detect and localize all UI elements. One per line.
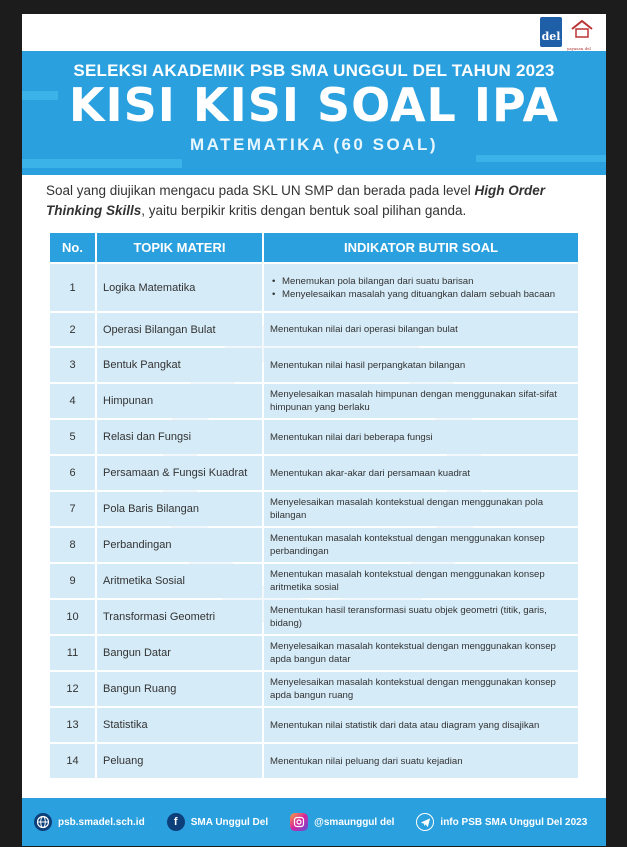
row-indikator: Menentukan nilai peluang dari suatu kejadian <box>264 744 578 778</box>
footer <box>22 798 606 846</box>
logo-area <box>540 17 600 53</box>
del-logo-text: del <box>541 30 561 43</box>
row-no: 8 <box>50 528 95 562</box>
instagram-link[interactable]: @smaunggul del <box>314 816 395 828</box>
table-row <box>50 384 578 418</box>
facebook-link[interactable]: SMA Unggul Del <box>190 816 269 828</box>
footer-facebook[interactable] <box>167 813 268 831</box>
row-no: 9 <box>50 564 95 598</box>
telegram-link[interactable]: info PSB SMA Unggul Del 2023 <box>440 816 588 828</box>
table-row <box>50 420 578 454</box>
footer-instagram[interactable] <box>290 813 394 831</box>
website-link[interactable]: psb.smadel.sch.id <box>58 816 145 828</box>
del-logo <box>540 17 562 47</box>
table-row <box>50 744 578 778</box>
row-no: 2 <box>50 313 95 346</box>
table-row <box>50 672 578 706</box>
row-no: 6 <box>50 456 95 490</box>
house-icon <box>570 19 594 39</box>
row-topik: Logika Matematika <box>97 264 262 311</box>
table-row <box>50 313 578 346</box>
table-row <box>50 528 578 562</box>
row-topik: Bangun Ruang <box>97 672 262 706</box>
table-row <box>50 636 578 670</box>
yayasan-del-logo <box>566 17 600 51</box>
row-indikator: Menyelesaikan masalah kontekstual dengan menggunakan konsep apda bangun datar <box>264 636 578 670</box>
row-indikator: Menyelesaikan masalah kontekstual dengan menggunakan konsep apda bangun ruang <box>264 672 578 706</box>
row-indikator: Menentukan masalah kontekstual dengan menggunakan konsep aritmetika sosial <box>264 564 578 598</box>
intro-emphasis: High Order Thinking Skills <box>46 183 546 218</box>
row-no: 10 <box>50 600 95 634</box>
table-row <box>50 492 578 526</box>
footer-website[interactable] <box>34 813 145 831</box>
decor-stripe <box>476 155 606 162</box>
row-indikator: Menyelesaikan masalah himpunan dengan menggunakan sifat-sifat himpunan yang berlaku <box>264 384 578 418</box>
telegram-icon <box>416 813 434 831</box>
row-indikator: Menentukan hasil teransformasi suatu objek geometri (titik, garis, bidang) <box>264 600 578 634</box>
table-row <box>50 348 578 382</box>
row-no: 14 <box>50 744 95 778</box>
row-indikator: Menentukan masalah kontekstual dengan menggunakan konsep perbandingan <box>264 528 578 562</box>
table-header-row <box>50 233 578 262</box>
header-subtitle: SELEKSI AKADEMIK PSB SMA UNGGUL DEL TAHUN 2023 <box>73 61 555 80</box>
intro-paragraph <box>46 181 586 221</box>
footer-telegram[interactable] <box>416 813 587 831</box>
row-indikator: Menyelesaikan masalah kontekstual dengan menggunakan pola bilangan <box>264 492 578 526</box>
facebook-icon: f <box>167 813 185 831</box>
table-row <box>50 264 578 311</box>
row-topik: Aritmetika Sosial <box>97 564 262 598</box>
subject-label: MATEMATIKA (60 SOAL) <box>189 135 438 154</box>
row-topik: Operasi Bilangan Bulat <box>97 313 262 346</box>
instagram-icon <box>290 813 308 831</box>
intro-text-end: , yaitu berpikir kritis dengan bentuk soal pilihan ganda. <box>141 203 467 218</box>
row-indikator: Menentukan akar-akar dari persamaan kuadrat <box>264 456 578 490</box>
header-indikator: INDIKATOR BUTIR SOAL <box>264 233 578 262</box>
globe-icon <box>34 813 52 831</box>
row-no: 11 <box>50 636 95 670</box>
poster <box>22 14 606 846</box>
row-topik: Himpunan <box>97 384 262 418</box>
row-no: 3 <box>50 348 95 382</box>
row-topik: Bentuk Pangkat <box>97 348 262 382</box>
indikator-list <box>270 275 572 301</box>
row-topik: Perbandingan <box>97 528 262 562</box>
table-row <box>50 564 578 598</box>
header-topik: TOPIK MATERI <box>97 233 262 262</box>
intro-text: Soal yang diujikan mengacu pada SKL UN SMP dan berada pada level <box>46 183 475 198</box>
list-item: • Menemukan pola bilangan dari suatu barisan <box>270 275 572 288</box>
list-item: • Menyelesaikan masalah yang dituangkan dalam sebuah bacaan <box>270 288 572 301</box>
table-row <box>50 600 578 634</box>
row-no: 5 <box>50 420 95 454</box>
row-topik: Persamaan & Fungsi Kuadrat <box>97 456 262 490</box>
row-topik: Pola Baris Bilangan <box>97 492 262 526</box>
row-topik: Relasi dan Fungsi <box>97 420 262 454</box>
row-indikator: Menentukan nilai dari beberapa fungsi <box>264 420 578 454</box>
row-no: 7 <box>50 492 95 526</box>
table-row <box>50 708 578 742</box>
row-no: 12 <box>50 672 95 706</box>
row-no: 4 <box>50 384 95 418</box>
row-topik: Peluang <box>97 744 262 778</box>
row-indikator <box>264 264 578 311</box>
header-band <box>22 51 606 175</box>
decor-stripe <box>22 159 182 168</box>
row-topik: Bangun Datar <box>97 636 262 670</box>
row-no: 13 <box>50 708 95 742</box>
row-topik: Statistika <box>97 708 262 742</box>
row-topik: Transformasi Geometri <box>97 600 262 634</box>
row-indikator: Menentukan nilai dari operasi bilangan bulat <box>264 313 578 346</box>
row-no: 1 <box>50 264 95 311</box>
row-indikator: Menentukan nilai statistik dari data atau diagram yang disajikan <box>264 708 578 742</box>
page-title: KISI KISI SOAL IPA <box>68 78 560 132</box>
header-no: No. <box>50 233 95 262</box>
table-row <box>50 456 578 490</box>
kisi-kisi-table <box>48 231 580 780</box>
row-indikator: Menentukan nilai hasil perpangkatan bilangan <box>264 348 578 382</box>
yayasan-logo-text: yayasan del <box>567 46 591 51</box>
